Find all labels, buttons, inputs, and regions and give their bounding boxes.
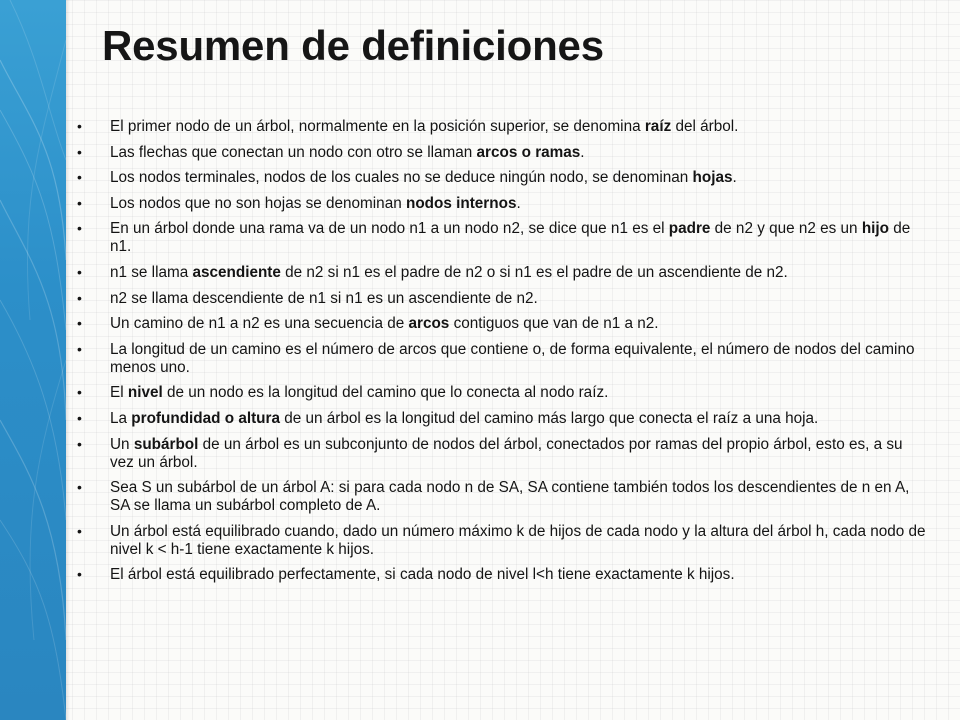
sidebar-wave-pattern	[0, 0, 66, 720]
text-segment: Un árbol está equilibrado cuando, dado un número máximo k de hijos de cada nodo y la altura del árbol h, cada nodo de nivel k < h-1 tiene exactamente k hijos.	[110, 522, 926, 558]
bold-term: ascendiente	[192, 263, 281, 281]
text-segment: Un camino de n1 a n2 es una secuencia de	[110, 315, 409, 333]
list-item	[77, 289, 930, 308]
bold-term: arcos	[408, 315, 450, 333]
bullet-dot: •	[77, 315, 82, 332]
bullet-dot: •	[77, 384, 82, 401]
list-item	[77, 479, 930, 515]
list-item	[77, 143, 930, 162]
list-item	[77, 220, 930, 256]
bullet-dot: •	[77, 194, 82, 211]
list-item	[77, 435, 930, 472]
bold-term: profundidad o altura	[131, 409, 280, 427]
list-item	[77, 566, 930, 584]
bullet-dot: •	[77, 263, 82, 280]
text-segment: .	[732, 169, 737, 187]
sidebar-shadow	[66, 0, 70, 720]
list-item	[77, 384, 930, 402]
text-segment: El árbol está equilibrado perfectamente, si cada nodo de nivel l<h tiene exactamente k hijos.	[110, 566, 735, 584]
bullet-dot: •	[77, 566, 82, 583]
bold-term: padre	[668, 220, 711, 238]
text-segment: .	[580, 143, 585, 161]
list-item	[77, 263, 930, 282]
text-segment: El primer nodo de un árbol, normalmente en la posición superior, se denomina	[110, 118, 645, 135]
list-item	[77, 315, 930, 333]
definitions-list	[77, 118, 930, 592]
text-segment: En un árbol donde una rama va de un nodo n1 a un nodo n2, se dice que n1 es el	[110, 220, 669, 238]
bullet-dot: •	[77, 143, 82, 160]
text-segment: n2 se llama descendiente de n1 si n1 es un ascendiente de n2.	[110, 289, 538, 307]
bullet-dot: •	[77, 340, 82, 357]
text-segment: .	[516, 194, 521, 212]
text-segment: de un árbol es la longitud del camino más largo que conecta el raíz a una hoja.	[279, 409, 819, 427]
bullet-dot: •	[77, 479, 82, 496]
list-item	[77, 340, 930, 377]
bullet-dot: •	[77, 409, 82, 426]
text-segment: de un nodo es la longitud del camino que lo conecta al nodo raíz.	[162, 384, 609, 402]
bold-term: hojas	[692, 169, 733, 187]
bullet-dot: •	[77, 522, 82, 539]
text-segment: n1 se llama	[110, 263, 193, 281]
list-item	[77, 409, 930, 428]
bold-term: nivel	[127, 384, 163, 402]
bold-term: raíz	[644, 118, 672, 135]
text-segment: Los nodos terminales, nodos de los cuales no se deduce ningún nodo, se denominan	[110, 169, 693, 187]
text-segment: del árbol.	[671, 118, 739, 135]
text-segment: de n1.	[110, 220, 911, 256]
bullet-dot: •	[77, 289, 82, 306]
bold-term: nodos internos	[405, 194, 517, 212]
text-segment: La	[110, 409, 132, 427]
list-item	[77, 194, 930, 213]
bullet-dot: •	[77, 118, 82, 134]
text-segment: contiguos que van de n1 a n2.	[449, 315, 659, 333]
text-segment: Los nodos que no son hojas se denominan	[110, 194, 406, 212]
decorative-sidebar	[0, 0, 66, 720]
bullet-dot: •	[77, 220, 82, 237]
bullet-dot: •	[77, 169, 82, 186]
text-segment: Sea S un subárbol de un árbol A: si para cada nodo n de SA, SA contiene también todos los descendientes de n en A, SA se llama un subárbol completo de A.	[110, 479, 910, 515]
bold-term: subárbol	[133, 435, 199, 453]
text-segment: Las flechas que conectan un nodo con otro se llaman	[110, 143, 477, 161]
list-item	[77, 169, 930, 187]
text-segment: El	[110, 384, 128, 402]
bold-term: arcos o ramas	[476, 143, 581, 161]
bullet-dot: •	[77, 435, 82, 452]
text-segment: Un	[110, 435, 134, 453]
list-item	[77, 522, 930, 559]
page-title: Resumen de definiciones	[102, 22, 604, 69]
text-segment: de n2 y que n2 es un	[710, 220, 862, 238]
text-segment: de n2 si n1 es el padre de n2 o si n1 es el padre de un ascendiente de n2.	[280, 263, 788, 281]
list-item	[77, 118, 930, 136]
text-segment: de un árbol es un subconjunto de nodos del árbol, conectados por ramas del propio árbol, esto es, a su vez un árbol.	[110, 435, 903, 471]
bold-term: hijo	[861, 220, 890, 238]
text-segment: La longitud de un camino es el número de arcos que contiene o, de forma equivalente, el número de nodos del camino menos uno.	[110, 340, 915, 376]
